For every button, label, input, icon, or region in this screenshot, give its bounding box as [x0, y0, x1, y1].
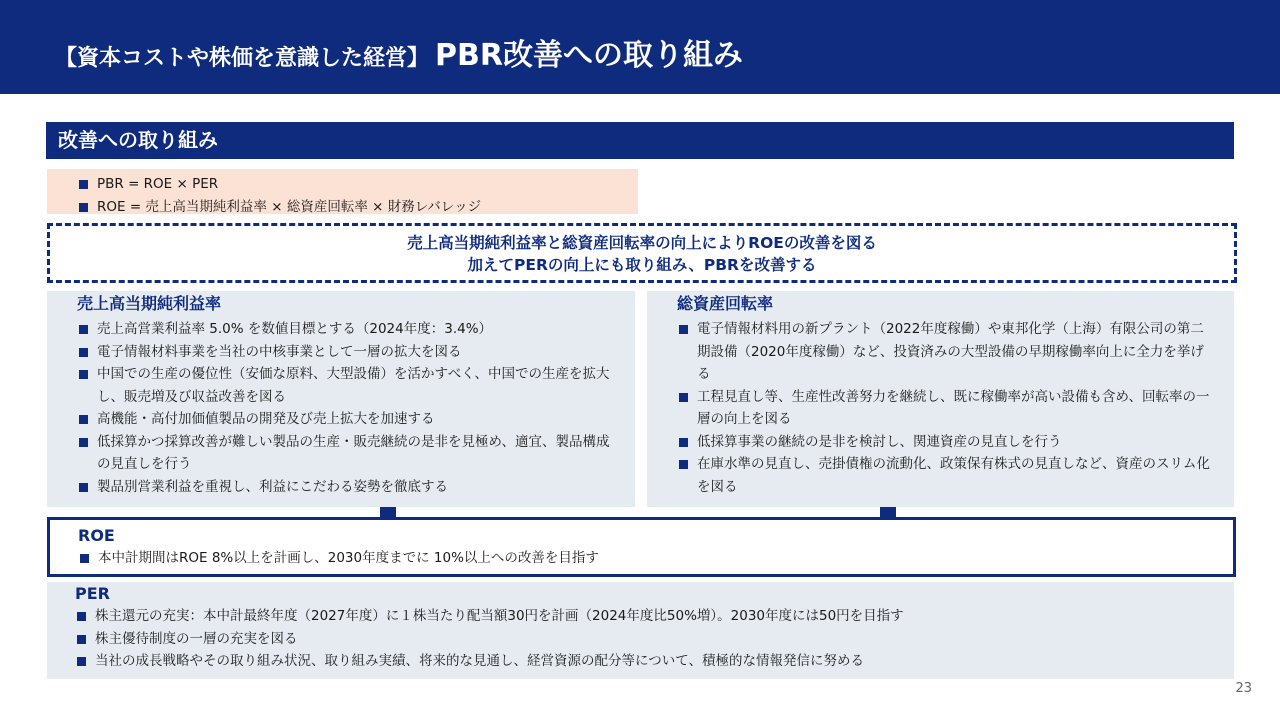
list-item: 在庫水準の見直し、売掛債権の流動化、政策保有株式の見直しなど、資産のスリム化を図る [677, 453, 1214, 498]
formula-pbr: PBR = ROE × PER [77, 173, 638, 196]
list-item: 工程見直し等、生産性改善努力を継続し、既に稼働率が高い設備も含め、回転率の一層の向上を図る [677, 386, 1214, 431]
formula-box [47, 169, 638, 214]
net-profit-margin-panel [47, 291, 635, 507]
formula-list [77, 173, 638, 218]
asset-turnover-list [677, 318, 1214, 498]
asset-turnover-panel [647, 291, 1234, 507]
page-number: 23 [1235, 681, 1252, 696]
net-profit-margin-list [77, 318, 615, 498]
list-item: 低採算かつ採算改善が難しい製品の生産・販売継続の是非を見極め、適宜、製品構成の見直しを行う [77, 431, 615, 476]
goal-statement-box [47, 223, 1237, 283]
goal-line-2: 加えてPERの向上にも取り組み、PBRを改善する [467, 256, 817, 274]
roe-list [78, 547, 1233, 570]
roe-title: ROE [78, 526, 115, 545]
asset-turnover-title: 総資産回転率 [677, 294, 774, 313]
page-title-main: PBR改善への取り組み [435, 38, 743, 73]
list-item: 株主還元の充実：本中計最終年度（2027年度）に１株当たり配当額30円を計画（2024年度比50%増）。2030年度には50円を目指す [75, 605, 1234, 628]
formula-roe: ROE = 売上高当期純利益率 × 総資産回転率 × 財務レバレッジ [77, 196, 638, 219]
list-item: 低採算事業の継続の是非を検討し、関連資産の見直しを行う [677, 431, 1214, 454]
list-item: 本中計期間はROE 8%以上を計画し、2030年度までに 10%以上への改善を目指す [78, 547, 1233, 570]
list-item: 当社の成長戦略やその取り組み状況、取り組み実績、将来的な見通し、経営資源の配分等について、積極的な情報発信に努める [75, 650, 1234, 673]
list-item: 電子情報材料事業を当社の中核事業として一層の拡大を図る [77, 341, 615, 364]
per-box [47, 582, 1234, 679]
per-list [75, 605, 1234, 673]
net-profit-margin-title: 売上高当期純利益率 [77, 294, 222, 313]
list-item: 電子情報材料用の新プラント（2022年度稼働）や東邦化学（上海）有限公司の第二期設備（2020年度稼働）など、投資済みの大型設備の早期稼働率向上に全力を挙げる [677, 318, 1214, 386]
page-title-prefix: 【資本コストや株価を意識した経営】 [55, 46, 430, 71]
goal-line-1: 売上高当期純利益率と総資産回転率の向上によりROEの改善を図る [407, 234, 877, 252]
section-heading: 改善への取り組み [46, 122, 1234, 159]
per-title: PER [75, 584, 110, 603]
list-item: 製品別営業利益を重視し、利益にこだわる姿勢を徹底する [77, 476, 615, 499]
list-item: 株主優待制度の一層の充実を図る [75, 628, 1234, 651]
page-title [55, 30, 743, 74]
list-item: 売上高営業利益率 5.0% を数値目標とする（2024年度：3.4%） [77, 318, 615, 341]
list-item: 中国での生産の優位性（安価な原料、大型設備）を活かすべく、中国での生産を拡大し、販売増及び収益改善を図る [77, 363, 615, 408]
header-bar [0, 0, 1280, 94]
roe-box [47, 517, 1236, 577]
list-item: 高機能・高付加価値製品の開発及び売上拡大を加速する [77, 408, 615, 431]
